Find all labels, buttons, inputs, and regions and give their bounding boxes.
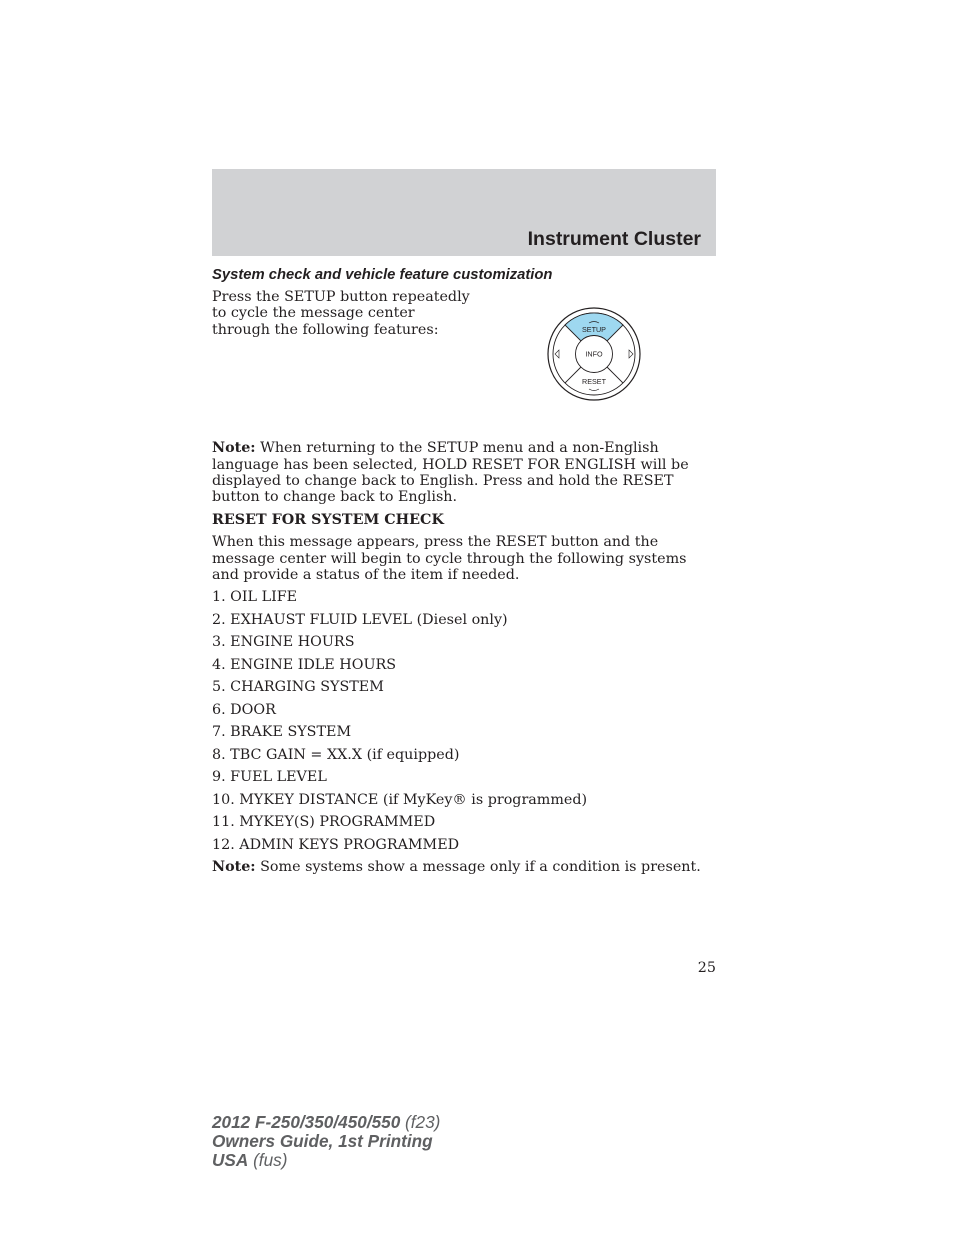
- reset-label: RESET: [582, 377, 606, 386]
- reset-system-check-heading: RESET FOR SYSTEM CHECK: [212, 511, 444, 528]
- note-label: Note:: [212, 859, 256, 876]
- footer-printing: Owners Guide, 1st Printing: [212, 1131, 433, 1151]
- list-item: 8. TBC GAIN = XX.X (if equipped): [212, 746, 460, 763]
- list-item: 3. ENGINE HOURS: [212, 634, 355, 651]
- footer-line-market: [212, 1151, 440, 1170]
- intro-paragraph: Press the SETUP button repeatedly to cycle the message center through the following features:: [212, 289, 470, 338]
- footer-line-model: [212, 1113, 440, 1132]
- system-check-list: [212, 589, 712, 853]
- list-item: 12. ADMIN KEYS PROGRAMMED: [212, 836, 460, 853]
- conditions-note: [212, 859, 712, 875]
- list-item: 9. FUEL LEVEL: [212, 769, 327, 786]
- setup-label: SETUP: [582, 325, 606, 334]
- language-note: [212, 440, 712, 506]
- footer-model: 2012 F-250/350/450/550: [212, 1112, 401, 1132]
- note-text: Some systems show a message only if a condition is present.: [255, 859, 701, 876]
- footer-model-code: (f23): [400, 1112, 441, 1132]
- steering-wheel-button-diagram: [546, 306, 642, 402]
- info-label: INFO: [585, 349, 603, 359]
- note-text: When returning to the SETUP menu and a non-English language has been selected, HOLD RESET FOR ENGLISH will be displayed to change back to English. Press and hold the RESET button to change back to English.: [212, 440, 689, 506]
- page-content: [212, 266, 712, 876]
- footer-market: USA: [212, 1150, 249, 1170]
- list-item: 5. CHARGING SYSTEM: [212, 679, 384, 696]
- list-item: 4. ENGINE IDLE HOURS: [212, 656, 397, 673]
- list-item: 10. MYKEY DISTANCE (if MyKey® is programmed): [212, 791, 588, 808]
- list-item: 1. OIL LIFE: [212, 589, 298, 606]
- footer-market-code: (fus): [248, 1150, 288, 1170]
- note-label: Note:: [212, 440, 256, 457]
- list-item: 6. DOOR: [212, 701, 276, 718]
- section-header-band: [212, 169, 716, 256]
- reset-system-check-paragraph: When this message appears, press the RESET button and the message center will begin to cycle through the following systems and provide a status of the item if needed.: [212, 534, 687, 584]
- list-item: 11. MYKEY(S) PROGRAMMED: [212, 814, 436, 831]
- page-number: 25: [697, 960, 716, 976]
- section-header-title: Instrument Cluster: [527, 228, 701, 250]
- document-footer: [212, 1113, 440, 1170]
- list-item: 7. BRAKE SYSTEM: [212, 724, 352, 741]
- section-title: System check and vehicle feature customization: [212, 267, 553, 283]
- list-item: 2. EXHAUST FLUID LEVEL (Diesel only): [212, 611, 508, 628]
